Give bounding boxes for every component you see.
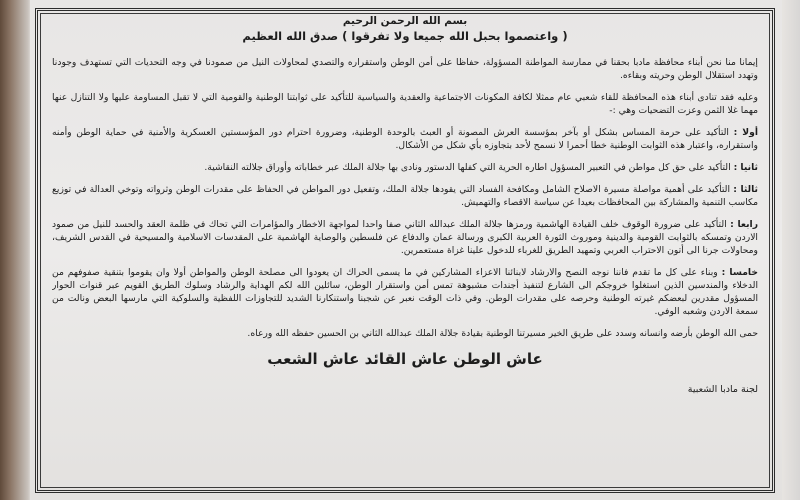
point-third [52,183,758,209]
point-text: وبناء على كل ما تقدم فاننا نوجه النصح والارشاد لابنائنا الاعزاء المشاركين في ما يسمى الحراك ان يعودوا الى مصلحة الوطن والمواطن أولا وان يقوموا بتنقية صفوفهم من الدخلاء والمندسين الذين استغلوا خروجكم الى الشارع لتنفيذ أجندات مشبوهة تمس أمن واستقرار الوطن، سائلين الله لكم الهداية والرشاد وسلوك الطريق القويم عبر قنوات الحوار المسؤول مقدرين لبعضكم غيرته الوطنية وحرصه على مقدرات الوطن. وفي ذات الوقت نعبر عن شجبنا واستنكارنا الشديد للتجاوزات اللفظية والسلوكية التي مارسها البعض ونالت من سمعة الاردن وشعبه الوفي. [52,267,758,317]
prayer-text: حمى الله الوطن بأرضه وانسانه وسدد على طريق الخير مسيرتنا الوطنية بقيادة جلالة الملك عبدالله الثاني بن الحسين حفظه الله ورعاه. [247,328,758,339]
point-label: أولا : [733,127,758,138]
intro-paragraph-2: وعليه فقد تنادى أبناء هذه المحافظة للقاء شعبي عام ممثلا لكافة المكونات الاجتماعية والعقدية والسياسية للتأكيد على ثوابتنا الوطنية والقومية التي لا تقبل المساومة عليها ولا التنازل عنها مهما غلا الثمن وعزت التضحيات وهي :- [52,92,758,116]
point-label: رابعا : [730,219,758,230]
point-fourth [52,218,758,257]
point-label: ثانيا : [733,162,758,173]
signature-committee: لجنة مادبا الشعبية [687,384,758,395]
point-first [52,126,758,152]
point-text: التأكيد على حق كل مواطن في التعبير المسؤول اطاره الحرية التي كفلها الدستور ونادى بها جلالة الملك عبر خطاباته وأوراق جلالته النقاشية. [204,162,731,173]
point-label: خامسا : [721,267,758,278]
closing-slogan: عاش الوطن عاش القائد عاش الشعب [267,350,543,368]
point-second [52,161,758,174]
point-fifth [52,266,758,318]
prayer-paragraph [52,327,758,340]
point-label: ثالثا : [733,184,758,195]
point-text: التأكيد على ضرورة الوقوف خلف القيادة الهاشمية ورمزها جلالة الملك عبدالله الثاني صفا واحدا لمواجهة الاخطار والمؤامرات التي تحاك في ظلمة العقد والحسد للنيل من صمود الاردن وتمسكه بالثوابت القومية والدينية وموروث الثورة العربية الكبرى ورسالة عمان والدفاع عن فلسطين والوصاية الهاشمية على المقدسات الاسلامية والمسيحية في القدس الشريف، ومحاولات جرنا الى أتون الاحتراب العربي وتمهيد الطريق للغرباء للدخول علينا غزاة مستعمرين. [52,219,758,256]
point-text: التأكيد على حرمة المساس بشكل أو بآخر بمؤسسة العرش المصونة أو العبث بالوحدة الوطنية، وضرورة احترام دور المؤسستين العسكرية والأمنية في حماية الوطن وأمنه واستقراره، واعتبار هذه الثوابت الوطنية خطا أحمرا لا نسمح لأحد بتجاوزه بأي شكل من الأشكال. [52,127,758,151]
quran-verse: ( واعتصموا بحبل الله جميعا ولا تفرقوا ) صدق الله العظيم [242,29,568,43]
basmala: بسم الله الرحمن الرحيم [342,15,468,27]
page-edge-shadow [782,0,800,500]
intro-paragraph-1: إيمانا منا نحن أبناء محافظة مادبا بحقنا في ممارسة المواطنة المسؤولة، حفاظا على أمن الوطن واستقراره والتصدي لمحاولات النيل من صمودنا في وجه التحديات التي تستهدف وجودنا وتهدد استقلال الوطن وحريته وبقاءه. [52,57,758,81]
statement-document [52,14,758,486]
point-text: التأكيد على أهمية مواصلة مسيرة الاصلاح الشامل ومكافحة الفساد التي يقودها جلالة الملك، وتفعيل دور المواطن في الحفاظ على مقدرات الوطن وثرواته وتوخي العدالة في توزيع مكاسب التنمية والمشاركة بين المحافظات بعيدا عن سياسة الاقصاء والتهميش. [52,184,758,208]
